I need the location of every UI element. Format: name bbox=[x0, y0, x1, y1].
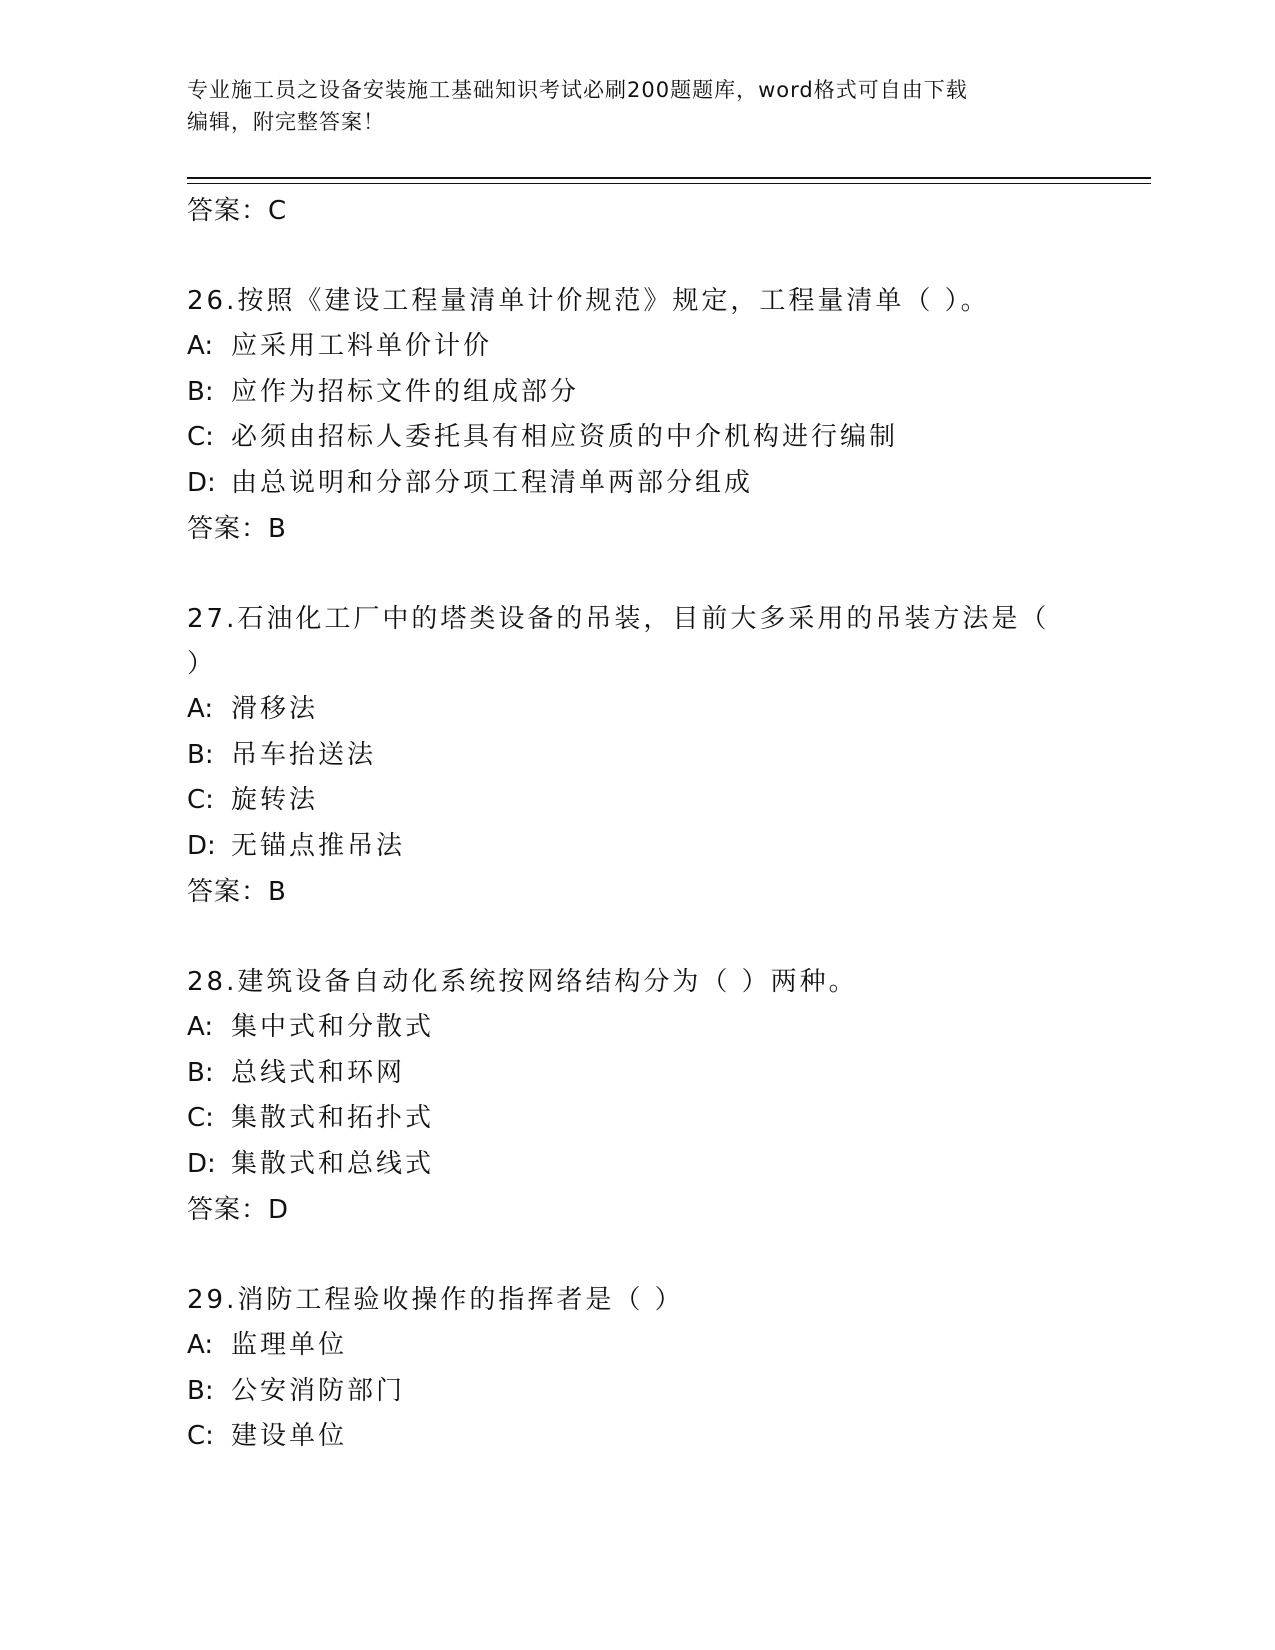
option-letter: A: bbox=[187, 694, 214, 724]
answer-option bbox=[187, 778, 1127, 824]
option-letter: A: bbox=[187, 1330, 214, 1360]
header-title-line-1: 专业施工员之设备安装施工基础知识考试必刷200题题库，word格式可自由下载 bbox=[187, 78, 968, 102]
option-text: 旋转法 bbox=[231, 785, 319, 815]
previous-answer: 答案：C bbox=[187, 196, 288, 226]
answer-option bbox=[187, 1005, 1127, 1051]
option-text: 建设单位 bbox=[231, 1421, 348, 1451]
answer-option bbox=[187, 461, 1127, 507]
header-divider-thick bbox=[187, 177, 1151, 179]
question-block bbox=[187, 960, 1127, 1233]
answer-option bbox=[187, 824, 1127, 870]
option-letter: A: bbox=[187, 331, 214, 361]
option-text: 无锚点推吊法 bbox=[231, 830, 406, 861]
question-text: 26.按照《建设工程量清单计价规范》规定，工程量清单（ ）。 bbox=[187, 286, 990, 316]
question-text: 29.消防工程验收操作的指挥者是（ ） bbox=[187, 1285, 684, 1315]
question-text: 27.石油化工厂中的塔类设备的吊装，目前大多采用的吊装方法是（ bbox=[187, 604, 1050, 634]
question-block bbox=[187, 1278, 1127, 1460]
header-title-line-2: 编辑，附完整答案！ bbox=[187, 110, 385, 134]
answer-option bbox=[187, 1051, 1127, 1097]
answer-option bbox=[187, 1369, 1127, 1415]
question-text: 28.建筑设备自动化系统按网络结构分为（ ）两种。 bbox=[187, 967, 858, 997]
answer-option bbox=[187, 324, 1127, 370]
answer-option bbox=[187, 733, 1127, 779]
option-text: 总线式和环网 bbox=[231, 1057, 406, 1088]
option-letter: D: bbox=[187, 1148, 216, 1179]
option-letter: C: bbox=[187, 422, 214, 452]
option-text: 应作为招标文件的组成部分 bbox=[231, 376, 580, 407]
option-letter: B: bbox=[187, 376, 214, 407]
option-letter: C: bbox=[187, 785, 214, 815]
answer-line: 答案：B bbox=[187, 514, 287, 544]
questions-container bbox=[187, 279, 1127, 1460]
option-letter: D: bbox=[187, 467, 216, 498]
option-letter: C: bbox=[187, 1421, 214, 1451]
question-block bbox=[187, 279, 1127, 552]
answer-line: 答案：B bbox=[187, 877, 287, 907]
option-text: 集散式和总线式 bbox=[231, 1148, 435, 1179]
answer-option bbox=[187, 1142, 1127, 1188]
answer-line: 答案：D bbox=[187, 1195, 290, 1225]
document-header bbox=[187, 74, 1067, 138]
question-block bbox=[187, 597, 1127, 915]
option-letter: C: bbox=[187, 1103, 214, 1133]
answer-option bbox=[187, 1096, 1127, 1142]
option-letter: B: bbox=[187, 1057, 214, 1088]
header-divider-thin bbox=[187, 183, 1151, 184]
question-text-continued: ） bbox=[187, 649, 217, 679]
option-text: 吊车抬送法 bbox=[231, 739, 377, 770]
option-text: 公安消防部门 bbox=[231, 1375, 406, 1406]
option-text: 由总说明和分部分项工程清单两部分组成 bbox=[231, 467, 754, 498]
option-text: 必须由招标人委托具有相应资质的中介机构进行编制 bbox=[231, 422, 899, 452]
question-list bbox=[187, 188, 1127, 1460]
option-text: 集中式和分散式 bbox=[231, 1012, 435, 1042]
answer-option bbox=[187, 1414, 1127, 1460]
option-text: 监理单位 bbox=[231, 1330, 348, 1360]
option-letter: D: bbox=[187, 830, 216, 861]
option-text: 集散式和拓扑式 bbox=[231, 1103, 435, 1133]
option-letter: B: bbox=[187, 739, 214, 770]
answer-option bbox=[187, 1323, 1127, 1369]
option-letter: B: bbox=[187, 1375, 214, 1406]
option-text: 滑移法 bbox=[231, 694, 319, 724]
answer-option bbox=[187, 415, 1127, 461]
option-text: 应采用工料单价计价 bbox=[231, 331, 493, 361]
option-letter: A: bbox=[187, 1012, 214, 1042]
answer-option bbox=[187, 687, 1127, 733]
answer-option bbox=[187, 370, 1127, 416]
